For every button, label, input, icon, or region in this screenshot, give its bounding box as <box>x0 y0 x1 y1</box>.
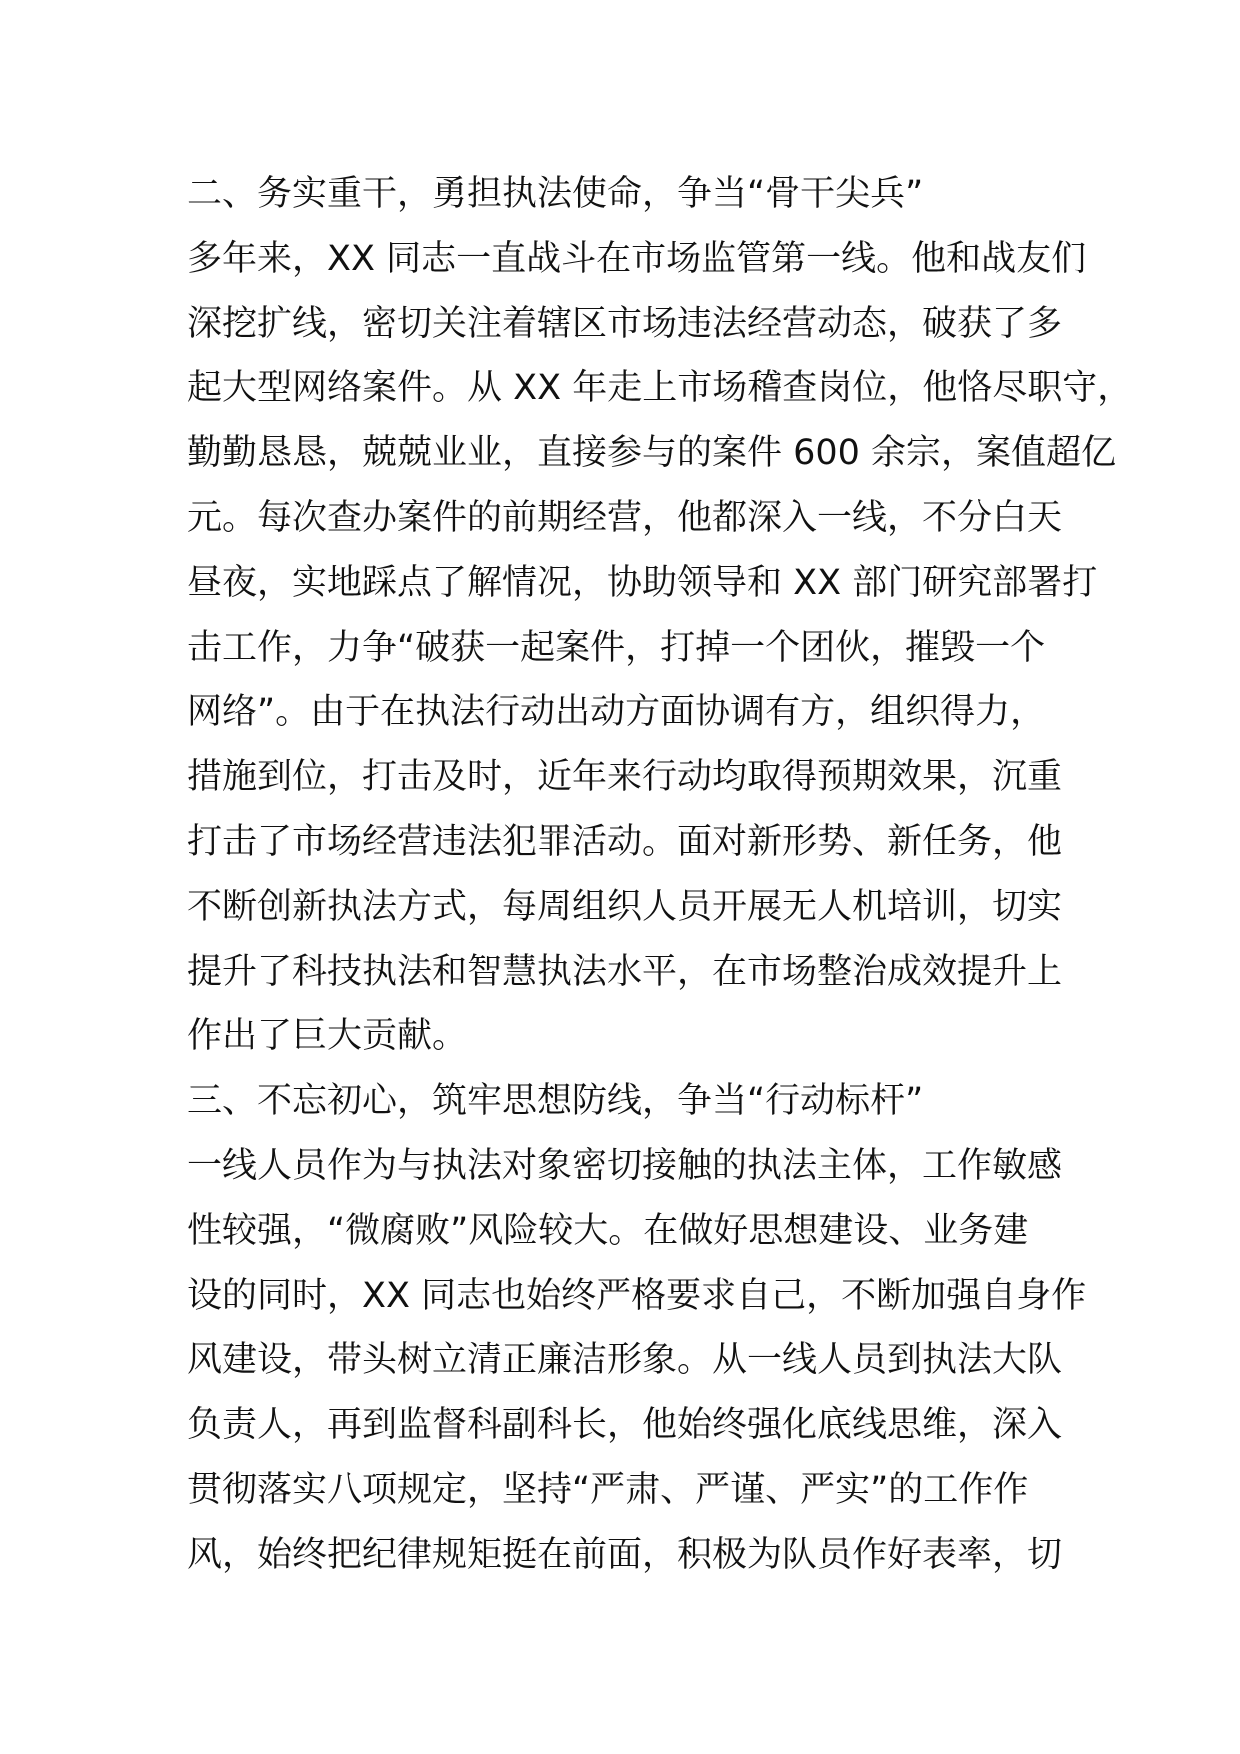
paragraph-line: 性较强，“微腐败”风险较大。在做好思想建设、业务建 <box>187 1210 1029 1251</box>
paragraph-line: 昼夜，实地踩点了解情况，协助领导和 XX 部门研究部署打 <box>187 562 1098 603</box>
paragraph-line: 打击了市场经营违法犯罪活动。面对新形势、新任务，他 <box>187 821 1063 862</box>
paragraph-line: 作出了巨大贡献。 <box>187 1016 468 1057</box>
paragraph-line: 措施到位，打击及时，近年来行动均取得预期效果，沉重 <box>187 757 1063 798</box>
paragraph-line: 多年来，XX 同志一直战斗在市场监管第一线。他和战友们 <box>187 238 1087 279</box>
paragraph-line: 击工作，力争“破获一起案件，打掉一个团伙，摧毁一个 <box>187 627 1046 668</box>
paragraph-line: 元。每次查办案件的前期经营，他都深入一线，不分白天 <box>187 497 1063 538</box>
paragraph-line: 提升了科技执法和智慧执法水平，在市场整治成效提升上 <box>187 951 1063 992</box>
paragraph-line: 风，始终把纪律规矩挺在前面，积极为队员作好表率，切 <box>187 1534 1063 1575</box>
paragraph-line: 负责人，再到监督科副科长，他始终强化底线思维，深入 <box>187 1405 1063 1446</box>
section-heading-2: 二、务实重干，勇担执法使命，争当“骨干尖兵” <box>187 174 924 214</box>
paragraph-line: 不断创新执法方式，每周组织人员开展无人机培训，切实 <box>187 886 1063 927</box>
paragraph-line: 勤勤恳恳，兢兢业业，直接参与的案件 600 余宗，案值超亿 <box>187 433 1117 474</box>
document-body <box>187 162 1133 1588</box>
paragraph-line: 设的同时，XX 同志也始终严格要求自己，不断加强自身作 <box>187 1275 1087 1316</box>
paragraph-line: 风建设，带头树立清正廉洁形象。从一线人员到执法大队 <box>187 1340 1063 1381</box>
paragraph-line: 贯彻落实八项规定，坚持“严肃、严谨、严实”的工作作 <box>187 1469 1029 1510</box>
section-heading-3: 三、不忘初心，筑牢思想防线，争当“行动标杆” <box>187 1081 924 1122</box>
paragraph-line: 一线人员作为与执法对象密切接触的执法主体，工作敏感 <box>187 1145 1063 1186</box>
paragraph-line: 网络”。由于在执法行动出动方面协调有方，组织得力， <box>187 692 1046 733</box>
paragraph-line: 深挖扩线，密切关注着辖区市场违法经营动态，破获了多 <box>187 303 1063 344</box>
paragraph-line: 起大型网络案件。从 XX 年走上市场稽查岗位，他恪尽职守， <box>187 368 1133 409</box>
